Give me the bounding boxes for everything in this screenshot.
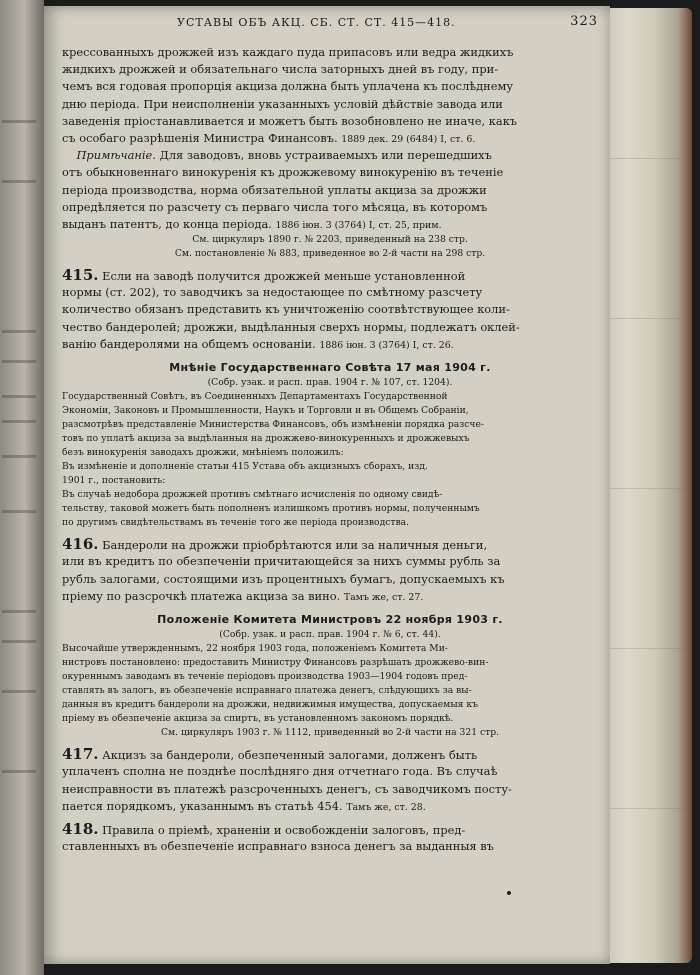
ink-dot <box>507 891 511 895</box>
text-line: заведенія пріостанавливается и можетъ быть возобновлено не иначе, какъ <box>62 113 518 128</box>
text-line: опредѣляется по разсчету съ перваго числа того мѣсяца, въ которомъ <box>62 199 488 214</box>
text-line <box>62 821 598 838</box>
text-line: ставленныхъ въ обезпеченіе исправнаго взноса денегъ за выданныя въ <box>62 839 494 854</box>
small-line: товъ по уплатѣ акциза за выдѣланныя на дрожжево-винокуренныхъ и дрожжевыхъ <box>62 433 470 445</box>
text-line <box>62 130 598 147</box>
small-line: Экономіи, Законовъ и Промышленности, Наукъ и Торговли и въ Общемъ Собраніи, <box>62 405 469 417</box>
small-line: по другимъ свидѣтельствамъ въ теченіе того же періода производства. <box>62 517 410 529</box>
text-line <box>62 267 598 284</box>
small-line: окуреннымъ заводамъ въ теченіе періодовъ производства 1903—1904 годовъ пред- <box>62 671 468 683</box>
small-line: безъ винокуренія заводахъ дрожжи, мнѣніемъ положилъ: <box>62 447 344 459</box>
resolution-source: (Собр. узак. и расп. прав. 1904 г. № 6, ст. 44). <box>219 629 441 641</box>
citation: Тамъ же, ст. 27. <box>343 591 424 603</box>
line-text: Правила о пріемѣ, храненіи и освобожденіи залоговъ, пред- <box>102 822 466 837</box>
resolution-heading: Положеніе Комитета Министровъ 22 ноября 1903 г. <box>157 612 503 626</box>
small-line: Высочайше утвержденнымъ, 22 ноября 1903 года, положеніемъ Комитета Ми- <box>62 643 448 655</box>
small-line: тельству, таковой можетъ быть пополненъ излишкомъ противъ нормы, полученнымъ <box>62 503 480 515</box>
text-line <box>62 336 598 353</box>
reference-line: См. циркуляръ 1903 г. № 1112, приведенный во 2-й части на 321 стр. <box>160 727 500 739</box>
state-council-opinion <box>62 359 598 530</box>
text-line: отъ обыкновеннаго винокуренія къ дрожжевому винокуренію въ теченіе <box>62 165 504 180</box>
small-line: ставлять въ залогъ, въ обезпеченіе исправнаго платежа денегъ, слѣдующихъ за вы- <box>62 685 472 697</box>
small-line: нистровъ постановлено: предоставить Министру Финансовъ разрѣшать дрожжево-вин- <box>62 657 489 669</box>
line-text: пріему по разсрочкѣ платежа акциза за вино. <box>62 588 341 603</box>
text-line: жидкихъ дрожжей и обязательнаго числа заторныхъ дней въ году, при- <box>62 62 499 77</box>
reference-line: См. постановленіе № 883, приведенное во 2-й части на 298 стр. <box>174 248 486 260</box>
article-number: 415. <box>62 267 99 285</box>
text-line <box>62 746 598 763</box>
committee-resolution <box>62 611 598 740</box>
small-line: разсмотрѣвъ представленіе Министерства Финансовъ, объ измѣненіи порядка разсче- <box>62 419 485 431</box>
text-line: періода производства, норма обязательной уплаты акциза за дрожжи <box>62 182 487 197</box>
article-417 <box>62 746 598 815</box>
citation: Тамъ же, ст. 28. <box>346 801 426 813</box>
line-text: Если на заводѣ получится дрожжей меньше установленной <box>102 269 466 284</box>
text-line: количество обязанъ представить къ уничтоженію соотвѣтствующее коли- <box>62 302 510 317</box>
left-page-edge <box>0 0 44 975</box>
article-418 <box>62 821 598 855</box>
opinion-source: (Собр. узак. и расп. прав. 1904 г. № 107, ст. 1204). <box>207 377 453 389</box>
line-text: выданъ патентъ, до конца періода. <box>62 216 272 231</box>
text-line <box>62 147 598 164</box>
text-line <box>62 536 598 553</box>
small-line: Въ измѣненіе и дополненіе статьи 415 Устава объ акцизныхъ сборахъ, изд. <box>62 461 428 473</box>
top-paragraph <box>62 44 598 147</box>
small-line: Государственный Совѣтъ, въ Соединенныхъ Департаментахъ Государственной <box>62 391 448 403</box>
text-line: нормы (ст. 202), то заводчикъ за недостающее по смѣтному разсчету <box>62 285 483 300</box>
article-415 <box>62 267 598 353</box>
text-line: рубль залогами, состоящими изъ процентныхъ бумагъ, допускаемыхъ къ <box>62 571 505 586</box>
citation: 1886 іюн. 3 (3764) I, ст. 25, прим. <box>275 219 442 231</box>
small-line: данныя въ кредитъ бандероли на дрожжи, недвижимыя имущества, допускаемыя къ <box>62 699 478 711</box>
text-line: дню періода. При неисполненіи указанныхъ условій дѣйствіе завода или <box>62 96 503 111</box>
line-text: Для заводовъ, вновь устраиваемыхъ или перешедшихъ <box>159 148 492 163</box>
page-number: 323 <box>570 14 598 29</box>
note-paragraph <box>62 147 598 261</box>
book-page <box>44 6 610 964</box>
running-title: УСТАВЫ ОБЪ АКЦ. СБ. СТ. СТ. 415—418. <box>177 16 456 29</box>
line-text: съ особаго разрѣшенія Министра Финансовъ. <box>62 130 338 145</box>
small-line: Въ случаѣ недобора дрожжей противъ смѣтнаго исчисленія по одному свидѣ- <box>62 489 443 501</box>
reference-line: См. циркуляръ 1890 г. № 2203, приведенный на 238 стр. <box>192 234 468 246</box>
small-line: пріему въ обезпеченіе акциза за спиртъ, въ установленномъ закономъ порядкѣ. <box>62 713 454 725</box>
text-line: чемъ вся годовая пропорція акциза должна быть уплачена къ послѣднему <box>62 79 514 94</box>
text-line: или въ кредитъ по обезпеченіи причитающейся за нихъ суммы рубль за <box>62 554 501 569</box>
text-line <box>62 588 598 605</box>
article-416 <box>62 536 598 605</box>
article-number: 418. <box>62 820 99 838</box>
line-text: пается порядкомъ, указаннымъ въ статьѣ 454. <box>62 798 343 813</box>
text-line <box>62 798 598 815</box>
running-header <box>62 14 598 32</box>
text-line: уплаченъ сполна не позднѣе послѣдняго дня отчетнаго года. Въ случаѣ <box>62 764 498 779</box>
text-line: крессованныхъ дрожжей изъ каждаго пуда припасовъ или ведра жидкихъ <box>62 45 514 59</box>
article-number: 416. <box>62 536 99 554</box>
article-number: 417. <box>62 746 99 764</box>
citation: 1889 дек. 29 (6484) I, ст. 6. <box>341 133 476 145</box>
text-line: чество бандеролей; дрожжи, выдѣланныя сверхъ нормы, подлежатъ оклей- <box>62 319 520 334</box>
book-page-edges <box>600 8 692 963</box>
note-label: Примѣчаніе. <box>76 148 156 163</box>
line-text: Бандероли на дрожжи пріобрѣтаются или за наличныя деньги, <box>102 538 488 553</box>
line-text: ванію бандеролями на общемъ основаніи. <box>62 336 316 351</box>
citation: 1886 іюн. 3 (3764) I, ст. 26. <box>319 339 454 351</box>
small-line: 1901 г., постановить: <box>62 475 166 487</box>
line-text: Акцизъ за бандероли, обезпеченный залогами, долженъ быть <box>102 748 478 763</box>
page-content <box>62 14 598 855</box>
text-line: неисправности въ платежѣ разсроченныхъ денегъ, съ заводчикомъ посту- <box>62 781 512 796</box>
text-line <box>62 216 598 233</box>
opinion-heading: Мнѣніе Государственнаго Совѣта 17 мая 1904 г. <box>169 361 491 374</box>
